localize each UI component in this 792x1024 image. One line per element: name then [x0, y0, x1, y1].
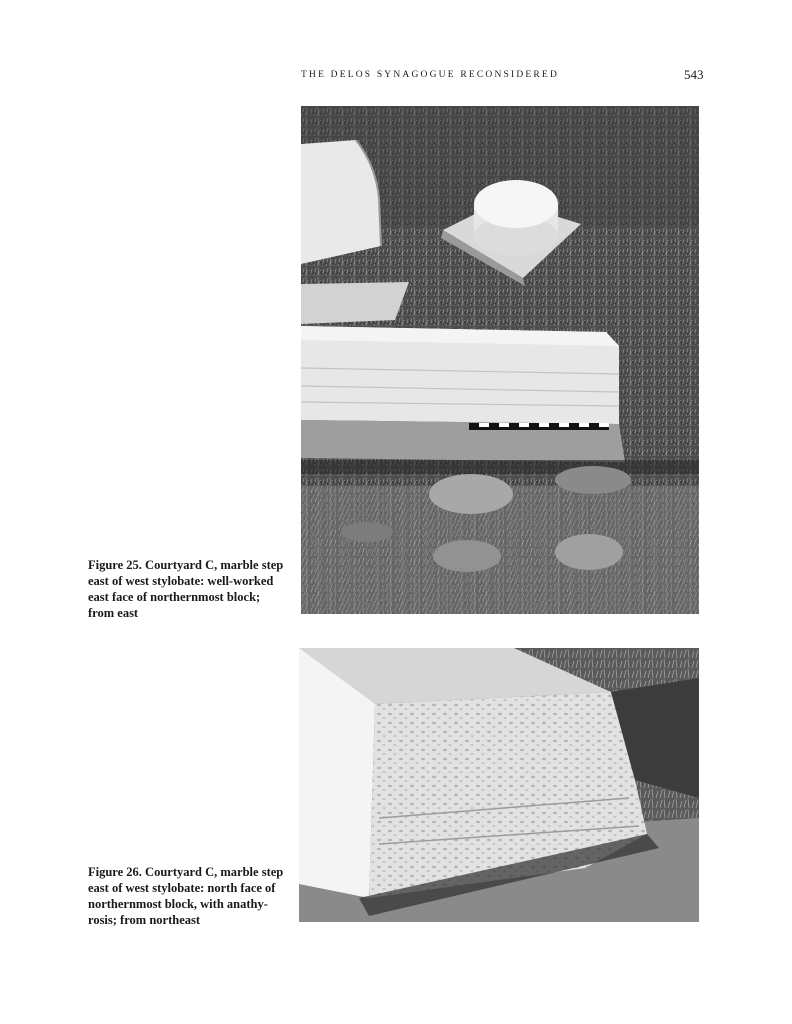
- running-head: THE DELOS SYNAGOGUE RECONSIDERED: [301, 70, 560, 80]
- caption-line: Figure 26. Courtyard C, marble step: [88, 865, 284, 879]
- caption-line: east of west stylobate: well-worked: [88, 574, 274, 588]
- caption-line: from east: [88, 606, 139, 620]
- figure-26-photo: [299, 648, 699, 922]
- caption-line: east of west stylobate: north face of: [88, 881, 276, 895]
- caption-line: rosis; from northeast: [88, 913, 201, 927]
- figure-25-photo: [301, 106, 699, 614]
- caption-line: east face of northernmost block;: [88, 590, 261, 604]
- scale-bar: [469, 423, 609, 430]
- caption-line: northernmost block, with anathy-: [88, 897, 268, 911]
- figure-26-caption: [88, 864, 284, 928]
- caption-line: Figure 25. Courtyard C, marble step: [88, 558, 284, 572]
- figure-25-caption: [88, 557, 284, 621]
- page-number: 543: [684, 67, 704, 82]
